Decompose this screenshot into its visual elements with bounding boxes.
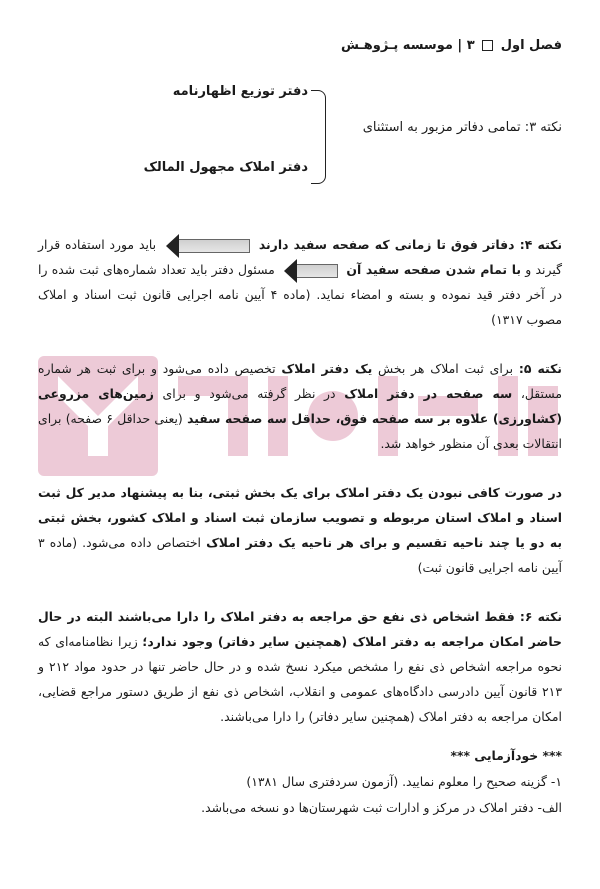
square-icon [482,40,493,51]
note-4-emphasis-2: با تمام شدن صفحه سفید آن [346,262,522,277]
running-header: فصل اول ۳ | موسسه پـژوهـش [340,38,562,53]
paragraph-registration-area: در صورت کافی نبودن یک دفتر املاک برای یک بخش ثبتی، بنا به پیشنهاد مدیر کل ثبت اسناد و املاک استان مربوطه و تصویب سازمان ثبت اسناد و املاک کشور، بخش ثبتی به دو یا چند ناحیه تقسیم و برای هر ناحیه یک دفتر املاک اختصاص داده می‌شود. (ماده ۳ آیین نامه اجرایی قانون ثبت) [38,485,562,575]
note-6: نکته ۶: فقط اشخاص ذی نفع حق مراجعه به دفتر املاک را دارا می‌باشند البته در حال حاضر امکان مراجعه به دفتر املاک (همچنین سایر دفاتر) وجود ندارد؛ زیرا نظامنامه‌ای که نحوه مراجعه اشخاص ذی نفع را مشخص میکرد نسخ شده و در حال حاضر تنها در حدود مواد ۲۱۲ و ۲۱۳ قانون آیین دادرسی دادگاه‌های عمومی و انقلاب، اشخاص ذی نفع از طریق دستور مراجع قضایی، امکان مراجعه به دفتر املاک (همچنین سایر دفاتر) را دارا می‌باشند. [38,609,562,724]
self-test-title: *** خودآزمایی *** [450,748,562,763]
note-3-label: نکته ۳: تمامی دفاتر مزبور به استثنای [362,120,562,135]
note-3 [38,84,562,194]
chapter-label: فصل اول [500,38,562,53]
note-4-title: نکته ۴: دفاتر فوق [450,237,562,252]
note-3-option-1: دفتر توزیع اظهارنامه [172,84,308,99]
note-5-title: نکته ۵: [518,361,562,376]
note-5: نکته ۵: برای ثبت املاک هر بخش یک دفتر املاک تخصیص داده می‌شود و برای ثبت هر شماره مستقل، سه صفحه در دفتر املاک در نظر گرفته می‌شود و برای زمین‌های مزروعی (کشاورزی) علاوه بر سه صفحه فوق، حداقل سه صفحه سفید (یعنی حداقل ۶ صفحه) برای انتقالات بعدی آن منظور خواهد شد. [38,361,562,451]
left-arrow-icon [296,264,338,278]
self-test-option-a: الف- دفتر املاک در مرکز و ادارات ثبت شهرستان‌ها دو نسخه می‌باشد. [201,800,562,815]
brace-icon [311,90,326,184]
self-test-question-1: ۱- گزینه صحیح را معلوم نمایید. (آزمون سردفتری سال ۱۳۸۱) [246,774,562,789]
note-4: نکته ۴: دفاتر فوق تا زمانی که صفحه سفید دارند باید مورد استفاده قرار گیرند و با تمام شدن صفحه سفید آن مسئول دفتر باید تعداد شماره‌های ثبت شده را در آخر دفتر قید نموده و بسته و امضاء نماید. (ماده ۴ آیین نامه اجرایی قانون ثبت اسناد و املاک مصوب ۱۳۱۷) [38,237,562,327]
note-4-emphasis-1: تا زمانی که صفحه سفید دارند [258,237,446,252]
page-number: ۳ [466,38,475,53]
note-6-title: نکته ۶: فقط اشخاص ذی نفع حق مراجعه به دفتر املاک را دارا می‌باشند البته در حال حاضر امکان مراجعه به دفتر املاک (همچنین سایر دفاتر) وجود ندارد؛ [38,609,562,649]
publisher-name: موسسه پـژوهـش [340,38,453,53]
left-arrow-icon [178,239,250,253]
note-3-option-2: دفتر املاک مجهول المالک [143,160,308,175]
